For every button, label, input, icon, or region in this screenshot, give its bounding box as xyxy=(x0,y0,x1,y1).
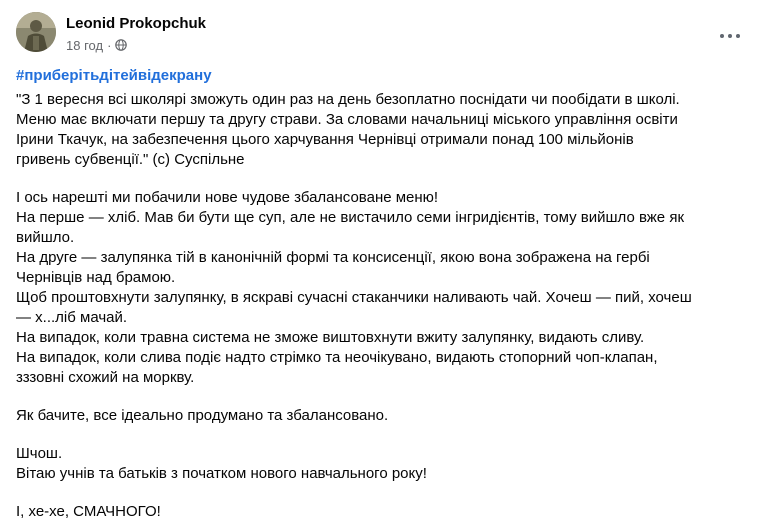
more-dot xyxy=(728,34,732,38)
globe-icon xyxy=(115,39,127,51)
hashtag-link[interactable]: #приберітьдітейвідекрану xyxy=(16,67,212,84)
more-horizontal-icon[interactable] xyxy=(712,26,748,46)
more-dot xyxy=(736,34,740,38)
post-paragraph-menu: І ось нарешті ми побачили нове чудове збалансоване меню! На перше — хліб. Мав би бути ще суп, але не вистачило семи інгридієнтів, тому вийшло вже як вийшло. На друге — залупянка тій в канонічній формі та консисенції, якою вона зображена на гербі Чернівців над брамою. Щоб проштовхнути залупянку, в яскраві сучасні стаканчики наливають чай. Хочеш — пий, хочеш — х...ліб мачай. На випадок, коли травна система не зможе виштовхнути вжиту залупянку, видають сливу. На випадок, коли слива подіє надто стрімко та неочікувано, видають стопорний чоп-клапан, зззовні схожий на моркву. xyxy=(16,189,692,386)
meta-separator: · xyxy=(107,37,112,53)
post-paragraph-greeting: Шчош. Вітаю учнів та батьків з початком нового навчального року! xyxy=(16,445,427,482)
post-paragraph-summary: Як бачите, все ідеально продумано та збалансовано. xyxy=(16,407,389,424)
post-timestamp[interactable]: 18 год xyxy=(66,37,104,53)
post-meta xyxy=(66,36,127,54)
avatar-photo xyxy=(16,12,56,52)
avatar[interactable] xyxy=(16,12,56,52)
post-header xyxy=(16,12,748,56)
post-paragraph-closing: І, хе-хе, СМАЧНОГО! xyxy=(16,503,161,520)
author-name[interactable]: Leonid Prokopchuk xyxy=(66,15,207,32)
post-quote: "З 1 вересня всі школярі зможуть один раз на день безоплатно поснідати чи пообідати в школі. Меню має включати першу та другу страви. За словами начальниці міського управління освіти Ірини Ткачук, на забезпечення цього харчування Чернівці отримали понад 100 мільйонів гривень субвенції." (c) Суспільне xyxy=(16,91,680,168)
post-body xyxy=(16,66,748,522)
more-dot xyxy=(720,34,724,38)
